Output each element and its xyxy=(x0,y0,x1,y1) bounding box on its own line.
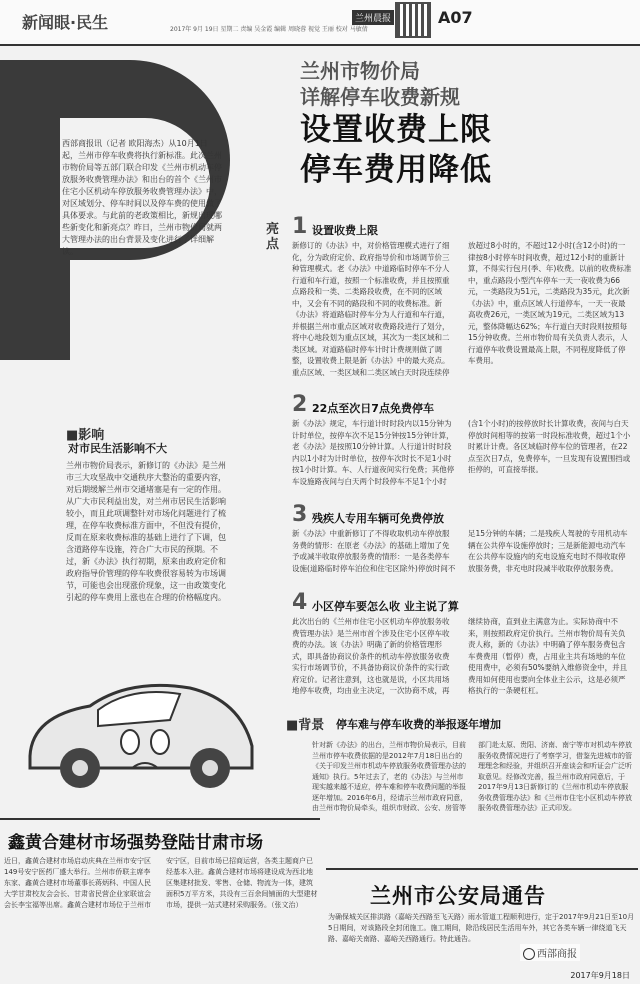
issue-meta: 2017年 9月 19日 星期二 责编 吴金霞 编辑 周晓蓉 视觉 王丽 校对 马敏倩 xyxy=(170,26,368,33)
highlight-tag: 亮点 xyxy=(266,222,280,252)
point-number-1: 1 xyxy=(292,214,308,239)
background-text: 针对新《办法》的出台，兰州市物价局表示，目前兰州市停车收费依据的是2012年7月18日出台的《关于印发兰州市机动车停放服务收费管理办法的通知》执行。5年过去了，老的《办法》与兰州市现实越来越不适应，停车难和停车收费问题的举报逐年增加。2016年6月，经请示兰州市政府同意，由兰州市物价局牵头，组织市财政、公安、房管等部门赴太原、贵阳、济南、南宁等市对机动车停放服务收费情况进行了考察学习，借鉴先进城市的管理理念和经验，并组织召开座谈会和听证会广泛听取意见。经修改完善，报兰州市政府同意后，于2017年9月13日新修订的《兰州市机动车停放服务收费管理办法》和《兰州市住宅小区机动车停放服务收费管理办法》正式印发。 xyxy=(312,741,632,812)
newspaper-logo: 兰州晨报 xyxy=(352,10,394,25)
notice-heading: 兰州市公安局通告 xyxy=(370,884,546,908)
point-text-4: 此次出台的《兰州市住宅小区机动车停放服务收费管理办法》是兰州市首个涉及住宅小区停车收费的办法。该《办法》明确了新的价格管理形式，即具备协商议价条件的机动车停放服务收费实行市场调节价，不具备协商议价条件的实行政府定价。记者注意到，这也就是说，小区共用场地停车收费，均由业主决定，一次协商不成，再继续协商，直到业主满意为止。实际协商中不来，则按照政府定价执行。兰州市物价局有关负责人称，新的《办法》中明确了停车服务费包含车费费用（暂停）费，占用业主共有场地的车位使用费中，必须有50%要纳入维修资金中，并且费用如何使用也要向全体业主公示，这是必须严格执行的一条硬杠杠。 xyxy=(292,617,628,695)
point-text-3: 新《办法》中重新修订了不得收取机动车停放服务费的情形：在原老《办法》的基础上增加了免予或减半收取停放服务费的情形：一是各类停车设施(道路临时停车泊位和住宅区除外)停放时间不足15分钟的车辆；二是残疾人驾驶的专用机动车辆在公共停车设施停放时；三是新能源电动汽车在公共停车设施内的充电设施充电时不得收取停放服务费，非充电时段减半收取停放服务费。 xyxy=(292,529,628,573)
section-title: 新闻眼·民生 xyxy=(22,13,109,32)
point-heading-1: 设置收费上限 xyxy=(312,224,378,237)
lead-paragraph: 西部商报讯（记者 欧阳海杰）从10月1日起，兰州市停车收费将执行新标准。此次兰州市物价局等五部门联合印发《兰州市机动车停放服务收费管理办法》和出台的首个《兰州市住宅小区机动车停放服务收费管理办法》中，对区域划分、停车时间以及停车费的使用做了具体要求。与此前的老政策相比，新规出现哪些新变化和新亮点？昨日，兰州市物价局就两大管理办法的出台背景及变化进行了详细解读。 xyxy=(62,139,222,256)
ad-text: 近日，鑫黄合建材市场启动庆典在兰州市安宁区149号安宁医药厂盛大举行。兰州市侨联主席李东家、鑫黄合建材市场董事长蒋炳科、中国人民大学甘肃校友会会长、甘肃省民营企业家联谊会会长李宝福等出席。鑫黄合建材市场位于兰州市安宁区，目前市场已招商运营，各类主题商户已经基本入驻。鑫黄合建材市场将建设成为西北地区集建材批发、零售、仓储、物流为一体，建筑面积5万平方米，共设有三百余间铺面的大型建材市场，提供一站式建材采购服务。（张文治） xyxy=(4,857,318,909)
point-number-4: 4 xyxy=(292,590,308,615)
point-heading-2: 22点至次日7点免费停车 xyxy=(312,402,434,415)
point-text-1: 新修订的《办法》中，对价格管理模式进行了细化，分为政府定价、政府指导价和市场调节价三种管理模式。老《办法》中道路临时停车不分人行道和车行道，按照一个标准收费，并且按照重点路段和一类、二类路段收费，在不同的区域中，又会有不同的路段和不同的收费标准。新《办法》将道路临时停车分为人行道和车行道，并根据兰州市重点区域对收费路段进行了划分，将中心地段划为重点区域，其次为一类区域和二类区域。对道路临时停车计时计费规则做了调整，设置收费上限是新《办法》中的最大亮点。重点区域、一类区域和二类区域白天时段连续停放超过8小时的，不超过12小时(含12小时)的一律按8小时停车时间收费，超过12小时的重新计算，不得实行包月(季、年)收费。以前的收费标准中，重点路段小型汽车停车一天一夜收费为66元，一类路段为51元，二类路段为35元，此次新《办法》中，重点区域人行道停车，一天一夜最高收费26元，一类区域为19元，二类区域为13元，整体降幅达62%；车行道白天时段则按照每15分钟收费。兰州市物价局有关负责人表示，人行道停车收费设置最高上限，不同程度降低了停车费用。 xyxy=(292,241,632,377)
point-number-3: 3 xyxy=(292,502,308,527)
qr-code-icon[interactable] xyxy=(395,2,431,38)
background-heading: 停车难与停车收费的举报逐年增加 xyxy=(336,718,501,731)
point-text-2: 新《办法》规定，车行道计时时段内以15分钟为计时单位，按停车次不足15分钟按15分钟计算，老《办法》是按照10分钟计算。人行道计时时段内以1小时为计时单位，按停车次时长不足1小时按1小时计算。车、人行道夜间实行免费；其他停车设施路夜间与白天两个时段停车不足1个小时(含1个小时)的按停放时长计算收费，夜间与白天停放时间相等的按第一时段标准收费，超过1个小时累计计费。各区域临时停车位的管理者，在22点至次日7点，免费停车，一旦发现有设置围挡或拒停的，可直接举报。 xyxy=(292,419,631,486)
background-section xyxy=(280,718,638,868)
notice-date: 2017年9月18日 xyxy=(570,971,630,980)
main-headline-2: 停车费用降低 xyxy=(300,152,492,188)
background-tag: ■背景 xyxy=(286,718,325,733)
article-headline xyxy=(300,58,630,190)
watermark xyxy=(520,944,580,961)
watermark-text: 西部商报 xyxy=(537,949,577,960)
notice-text: 为确保城关区排洪路（嘉峪关西路至飞天路）雨水管道工程顺利进行，定于2017年9月21日至10月5日期间，对该路段全封闭施工。施工期间，除沿线居民生活用车外，其它各类车辆一律绕道飞天路、嘉峪关南路、嘉峪关西路通行。特此通告。 xyxy=(328,913,635,943)
point-number-2: 2 xyxy=(292,392,308,417)
impact-text: 兰州市物价局表示，新修订的《办法》是兰州市三大攻坚战中交通秩序大整治的重要内容，对后期缓解兰州市交通堵塞是有一定的作用。从广大市民利益出发，对兰州市居民生活影响较小，而且此项调整针对市场化问题进行了梳理，在停车收费标准方面中，不但没有提价，反而在原来收费标准的基础上进行了下调，包含道路停车设施，符合广大市民的预期。不过，新《办法》执行初期，原来由政府定价和政府指导价管理的停车收费很容易转为市场调节，可能也会出现涨价现象，这一由政策变化引起的停车费用上涨也在合理的价格幅度内。 xyxy=(66,461,226,602)
car-illustration xyxy=(20,676,260,796)
impact-tag: ■影响 xyxy=(66,428,105,443)
page-header xyxy=(0,0,640,46)
wechat-icon xyxy=(523,948,535,960)
ad-box xyxy=(0,818,320,984)
subhead-2: 详解停车收费新规 xyxy=(300,85,460,109)
point-heading-3: 残疾人专用车辆可免费停放 xyxy=(312,512,444,525)
ad-heading: 鑫黄合建材市场强势登陆甘肃市场 xyxy=(8,833,263,853)
point-heading-4: 小区停车要怎么收 业主说了算 xyxy=(312,600,459,613)
page-number: A07 xyxy=(438,8,473,27)
subhead-1: 兰州市物价局 xyxy=(300,59,420,83)
impact-heading: 对市民生活影响不大 xyxy=(68,442,167,455)
main-headline-1: 设置收费上限 xyxy=(300,112,492,148)
police-notice xyxy=(326,868,638,984)
